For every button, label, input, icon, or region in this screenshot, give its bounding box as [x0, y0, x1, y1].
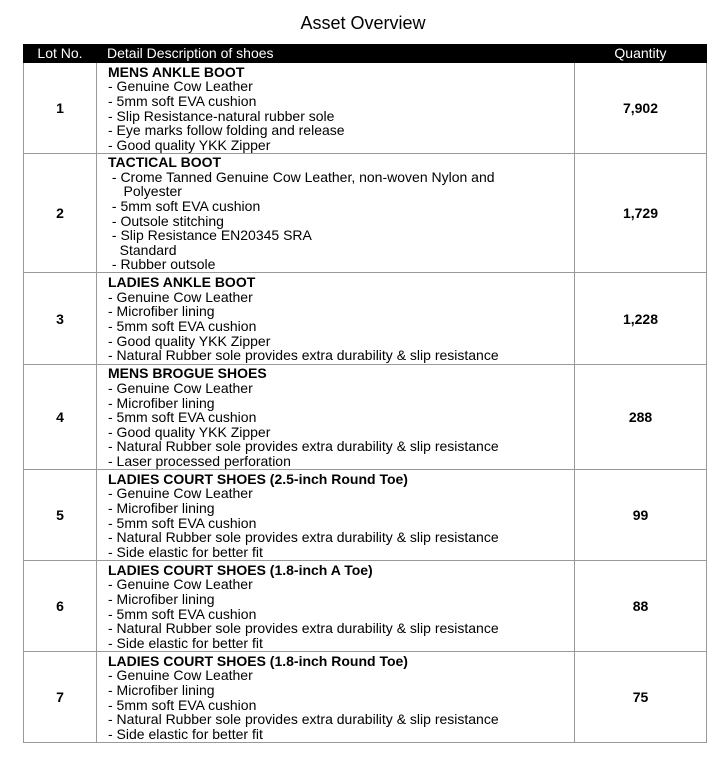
feature-line: - Crome Tanned Genuine Cow Leather, non-woven Nylon and [108, 168, 495, 185]
quantity-value: 1,228 [575, 273, 707, 365]
description-cell [97, 273, 575, 365]
feature-line: - Rubber outsole [108, 256, 216, 273]
feature-line: - 5mm soft EVA cushion [108, 92, 257, 109]
feature-line: - Good quality YKK Zipper [108, 332, 271, 349]
feature-line: - Side elastic for better fit [108, 725, 263, 742]
feature-line: - 5mm soft EVA cushion [108, 514, 257, 531]
feature-line: Polyester [108, 183, 182, 200]
feature-line: - Good quality YKK Zipper [108, 136, 271, 153]
feature-line: - Genuine Cow Leather [108, 288, 253, 305]
table-row [24, 273, 707, 365]
feature-line: - Side elastic for better fit [108, 634, 263, 651]
table-row [24, 63, 707, 154]
quantity-value: 75 [575, 652, 707, 743]
feature-line: - Microfiber lining [108, 394, 215, 411]
feature-line: - Genuine Cow Leather [108, 485, 253, 502]
description-cell [97, 561, 575, 652]
feature-line: - Natural Rubber sole provides extra durability & slip resistance [108, 438, 499, 455]
feature-line: - Side elastic for better fit [108, 543, 263, 560]
feature-line: - 5mm soft EVA cushion [108, 409, 257, 426]
table-row [24, 365, 707, 470]
feature-line: - Microfiber lining [108, 499, 215, 516]
table-row [24, 470, 707, 561]
lot-number: 6 [24, 561, 97, 652]
quantity-value: 99 [575, 470, 707, 561]
feature-line: - Laser processed perforation [108, 452, 291, 469]
table-row [24, 561, 707, 652]
feature-line: - Outsole stitching [108, 212, 224, 229]
page-title: Asset Overview [300, 13, 426, 33]
asset-table [23, 44, 707, 743]
quantity-value: 88 [575, 561, 707, 652]
description-cell [97, 652, 575, 743]
feature-line: Standard [108, 241, 177, 258]
lot-number: 7 [24, 652, 97, 743]
shoe-title: LADIES ANKLE BOOT [108, 274, 256, 291]
header-description: Detail Description of shoes [97, 45, 575, 63]
feature-line: - Good quality YKK Zipper [108, 423, 271, 440]
shoe-title: TACTICAL BOOT [108, 154, 222, 171]
feature-line: - Natural Rubber sole provides extra durability & slip resistance [108, 711, 499, 728]
description-cell [97, 154, 575, 273]
feature-line: - Natural Rubber sole provides extra durability & slip resistance [108, 620, 499, 637]
feature-line: - Slip Resistance EN20345 SRA [108, 227, 312, 244]
feature-line: - Natural Rubber sole provides extra durability & slip resistance [108, 529, 499, 546]
lot-number: 5 [24, 470, 97, 561]
quantity-value: 1,729 [575, 154, 707, 273]
table-row [24, 154, 707, 273]
lot-number: 1 [24, 63, 97, 154]
table-body [24, 63, 707, 743]
feature-line: - 5mm soft EVA cushion [108, 318, 257, 334]
lot-number: 2 [24, 154, 97, 273]
table-header-row [24, 45, 707, 63]
description-cell [97, 365, 575, 470]
feature-line: - Microfiber lining [108, 303, 215, 320]
shoe-title: LADIES COURT SHOES (1.8-inch Round Toe) [108, 652, 408, 669]
description-cell [97, 63, 575, 154]
feature-line: - Natural Rubber sole provides extra durability & slip resistance [108, 347, 499, 364]
shoe-title: LADIES COURT SHOES (2.5-inch Round Toe) [108, 470, 408, 487]
lot-number: 3 [24, 273, 97, 365]
feature-line: - Genuine Cow Leather [108, 667, 253, 684]
feature-line: - Slip Resistance-natural rubber sole [108, 107, 335, 124]
description-cell [97, 470, 575, 561]
feature-line: - Eye marks follow folding and release [108, 122, 345, 139]
shoe-title: LADIES COURT SHOES (1.8-inch A Toe) [108, 561, 373, 578]
lot-number: 4 [24, 365, 97, 470]
header-lot-no: Lot No. [24, 45, 97, 63]
feature-line: - 5mm soft EVA cushion [108, 696, 257, 713]
quantity-value: 7,902 [575, 63, 707, 154]
feature-line: - Genuine Cow Leather [108, 576, 253, 593]
feature-line: - Genuine Cow Leather [108, 78, 253, 95]
feature-line: - Microfiber lining [108, 590, 215, 607]
shoe-title: MENS BROGUE SHOES [108, 365, 267, 382]
shoe-title: MENS ANKLE BOOT [108, 63, 245, 80]
table-row [24, 652, 707, 743]
feature-line: - 5mm soft EVA cushion [108, 197, 261, 214]
feature-line: - Microfiber lining [108, 681, 215, 698]
header-quantity: Quantity [575, 45, 707, 63]
feature-line: - 5mm soft EVA cushion [108, 605, 257, 622]
quantity-value: 288 [575, 365, 707, 470]
feature-line: - Genuine Cow Leather [108, 380, 253, 397]
